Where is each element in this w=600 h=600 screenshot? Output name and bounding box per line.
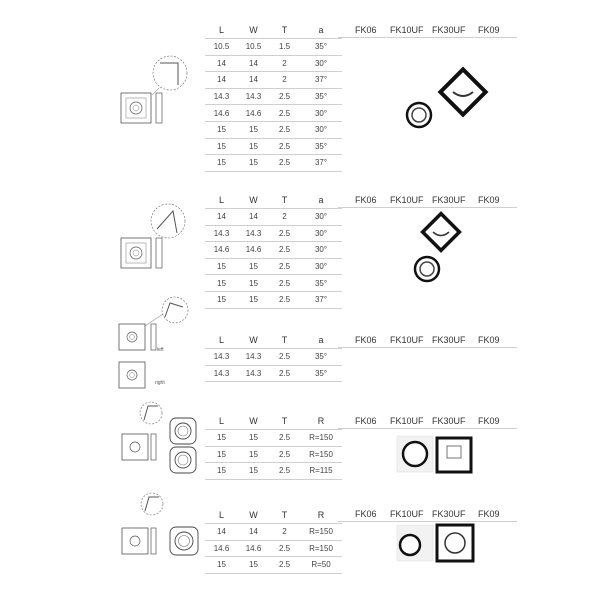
cell: 14.3 [238,225,269,242]
cell: 15 [238,291,269,308]
grade-FK10UF: FK10UF [390,25,424,35]
col-W: W [249,25,258,35]
cell: 2 [269,524,300,541]
cell: 2.5 [269,225,300,242]
insert-photo-5 [395,523,480,565]
spec-table-5 [205,507,342,574]
grade-FK09: FK09 [478,25,500,35]
spec-table-3 [205,332,342,382]
grade-FK06: FK06 [355,195,377,205]
label-right: right [155,380,165,386]
col-T: T [281,25,288,35]
grade-FK30UF: FK30UF [432,25,466,35]
cell: 30° [300,209,342,226]
cell: 14.6 [238,105,269,122]
cell: 14 [205,55,238,72]
cell: 2.5 [269,557,300,574]
cell: 30° [300,258,342,275]
cell: 10.5 [205,39,238,56]
cell: 15 [238,275,269,292]
grade-FK06: FK06 [355,335,377,345]
col-L: L [218,510,224,520]
grade-FK06: FK06 [355,509,377,519]
cell: 15 [205,430,238,447]
grade-FK06: FK06 [355,416,377,426]
cell: 15 [238,557,269,574]
cell: 14 [205,209,238,226]
insert-photo-4 [395,434,480,476]
insert-drawing-3 [115,297,195,392]
cell: 2.5 [269,155,300,172]
col-T: T [281,335,288,345]
col-T: T [281,195,288,205]
cell: 15 [238,463,269,480]
cell: R=150 [300,446,342,463]
cell: 14.6 [205,242,238,259]
cell: 2 [269,209,300,226]
cell: 37° [300,291,342,308]
grade-FK30UF: FK30UF [432,335,466,345]
cell: 15 [205,557,238,574]
cell: 15 [205,138,238,155]
cell: 2.5 [269,430,300,447]
spec-table-4 [205,413,342,480]
grade-FK30UF: FK30UF [432,509,466,519]
col-a: a [318,335,324,345]
cell: 14.6 [205,540,238,557]
grade-FK09: FK09 [478,509,500,519]
cell: 2.5 [269,138,300,155]
col-W: W [249,335,258,345]
label-left: left [157,347,164,353]
cell: 14.6 [238,242,269,259]
cell: 30° [300,225,342,242]
cell: R=115 [300,463,342,480]
cell: 14.3 [238,88,269,105]
cell: 14 [238,524,269,541]
insert-drawing-2 [115,203,190,283]
grade-FK10UF: FK10UF [390,195,424,205]
cell: 2.5 [269,540,300,557]
cell: 14.3 [205,225,238,242]
col-L: L [218,195,224,205]
grade-FK09: FK09 [478,195,500,205]
header-rule [338,521,517,522]
col-R: R [317,416,325,426]
cell: 15 [205,275,238,292]
insert-drawing-1 [115,55,190,135]
cell: 2.5 [269,463,300,480]
cell: 2.5 [269,105,300,122]
spec-table-1 [205,22,342,172]
insert-drawing-4 [118,400,203,485]
col-W: W [249,416,258,426]
col-R: R [317,510,325,520]
cell: R=150 [300,540,342,557]
cell: 14 [238,55,269,72]
cell: 2.5 [269,88,300,105]
cell: 14 [205,72,238,89]
spec-table-2 [205,192,342,309]
grade-FK30UF: FK30UF [432,416,466,426]
cell: 15 [238,155,269,172]
cell: R=150 [300,430,342,447]
cell: 30° [300,55,342,72]
cell: 2.5 [269,275,300,292]
cell: 10.5 [238,39,269,56]
cell: 37° [300,155,342,172]
col-L: L [218,416,224,426]
cell: 30° [300,242,342,259]
header-rule [338,37,517,38]
cell: 30° [300,121,342,138]
cell: 15 [205,258,238,275]
cell: 35° [300,138,342,155]
cell: 35° [300,365,342,382]
cell: 37° [300,72,342,89]
cell: 14.6 [238,540,269,557]
grade-FK30UF: FK30UF [432,195,466,205]
cell: R=50 [300,557,342,574]
cell: 15 [205,291,238,308]
insert-photo-2 [400,213,480,288]
cell: 1.5 [269,39,300,56]
cell: 14.3 [205,349,238,366]
cell: 30° [300,105,342,122]
cell: 15 [205,121,238,138]
cell: 15 [238,430,269,447]
col-T: T [281,510,288,520]
cell: 14.3 [238,349,269,366]
cell: 2.5 [269,242,300,259]
col-L: L [218,335,224,345]
cell: 2.5 [269,349,300,366]
cell: 15 [205,463,238,480]
grade-FK09: FK09 [478,335,500,345]
grade-FK10UF: FK10UF [390,416,424,426]
header-rule [338,347,517,348]
cell: 14.3 [205,88,238,105]
header-rule [338,428,517,429]
cell: 15 [238,138,269,155]
header-rule [338,207,517,208]
cell: 35° [300,349,342,366]
cell: 14 [238,209,269,226]
cell: 2.5 [269,365,300,382]
cell: 35° [300,39,342,56]
cell: 15 [238,258,269,275]
cell: R=150 [300,524,342,541]
col-W: W [249,510,258,520]
grade-FK10UF: FK10UF [390,335,424,345]
cell: 15 [205,446,238,463]
cell: 14.6 [205,105,238,122]
insert-drawing-5 [118,490,203,575]
cell: 35° [300,88,342,105]
cell: 2.5 [269,446,300,463]
insert-photo-1 [395,70,495,135]
cell: 2 [269,72,300,89]
cell: 2.5 [269,258,300,275]
grade-FK09: FK09 [478,416,500,426]
cell: 14.3 [205,365,238,382]
grade-FK06: FK06 [355,25,377,35]
cell: 2.5 [269,291,300,308]
col-a: a [318,195,324,205]
grade-FK10UF: FK10UF [390,509,424,519]
col-a: a [318,25,324,35]
col-T: T [281,416,288,426]
col-W: W [249,195,258,205]
cell: 14 [238,72,269,89]
col-L: L [218,25,224,35]
cell: 35° [300,275,342,292]
cell: 2 [269,55,300,72]
cell: 14.3 [238,365,269,382]
cell: 15 [238,121,269,138]
cell: 2.5 [269,121,300,138]
cell: 15 [205,155,238,172]
cell: 15 [238,446,269,463]
cell: 14 [205,524,238,541]
